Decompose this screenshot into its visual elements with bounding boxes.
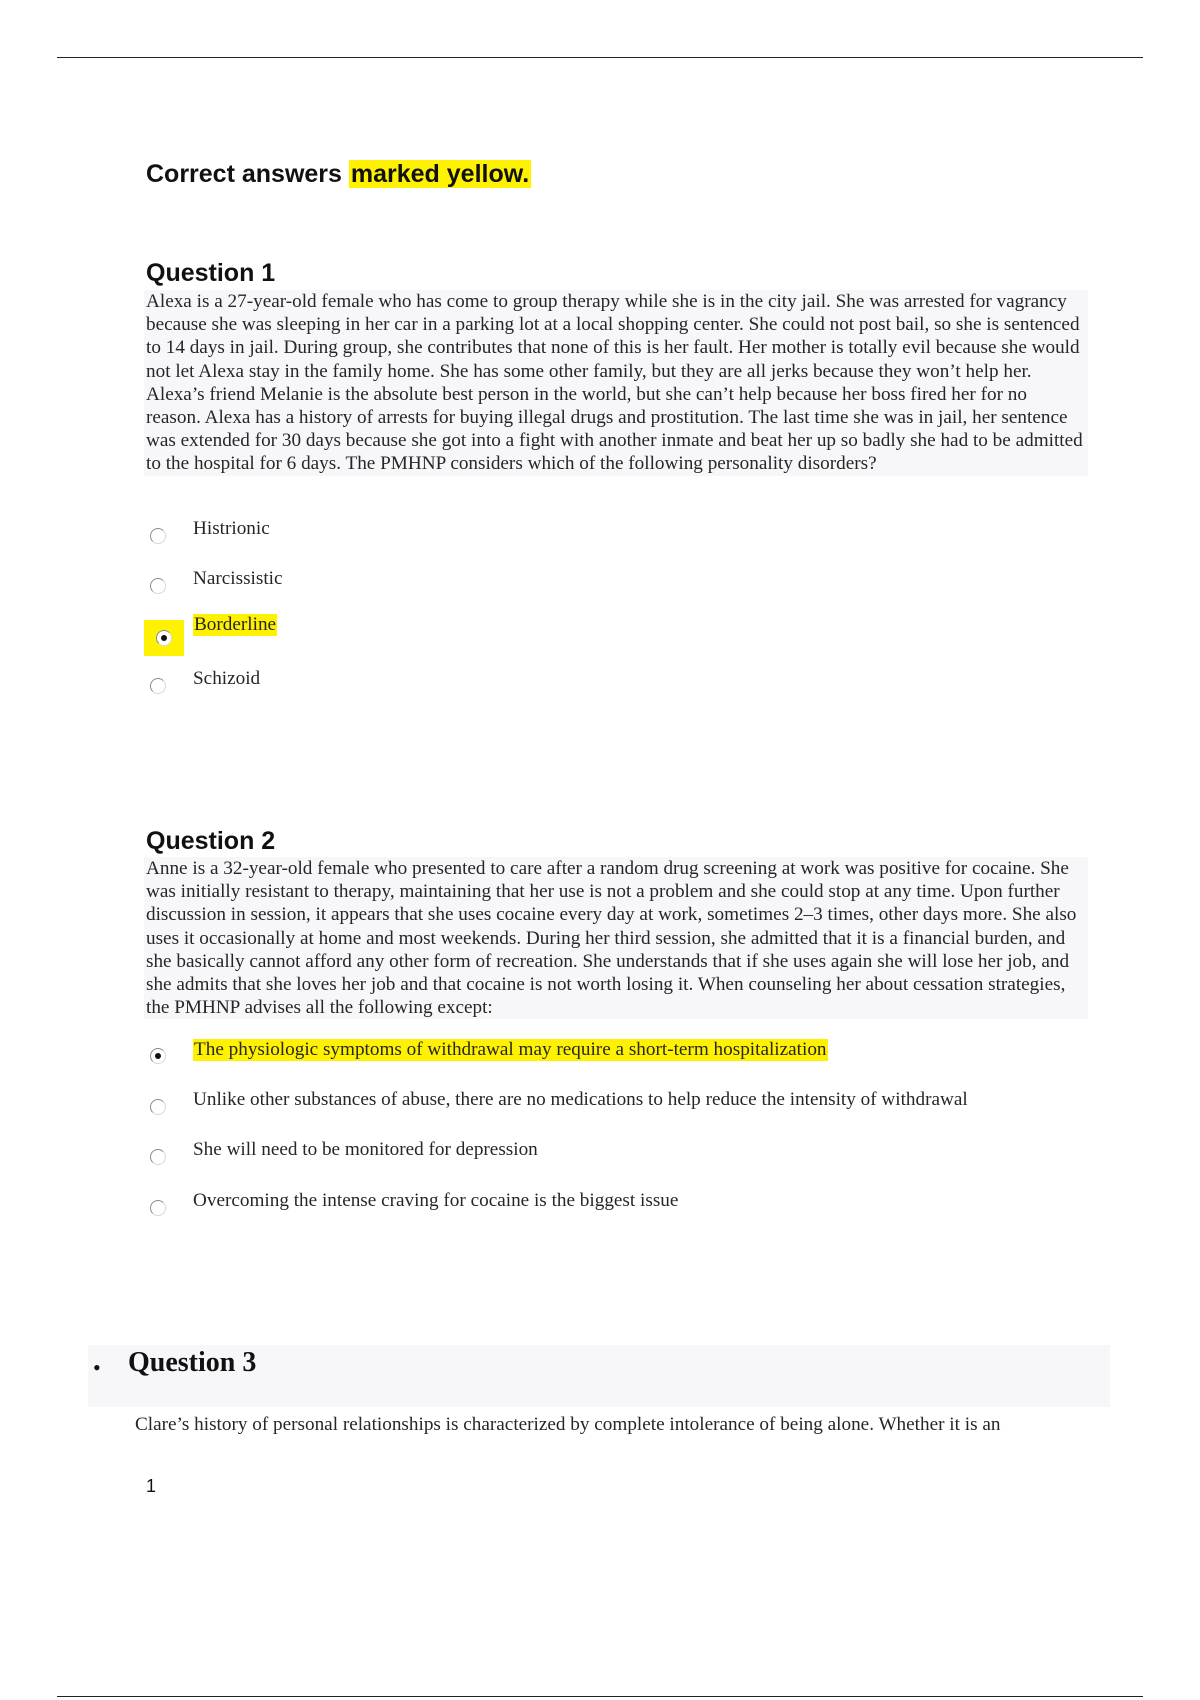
question-2-options (146, 1030, 1086, 1232)
question-1-options (146, 510, 1086, 710)
question-1-option-a[interactable] (146, 510, 1086, 560)
question-3-title: Question 3 (128, 1347, 257, 1378)
radio-dot-icon (155, 1053, 161, 1059)
option-label: She will need to be monitored for depression (193, 1139, 538, 1160)
question-1-text: Alexa is a 27-year-old female who has come to group therapy while she is in the city jail. She was arrested for vagrancy because she was sleeping in her car in a parking lot at a local shopping center. She could not post bail, so she is sentenced to 14 days in jail. During group, she contributes that none of this is her fault. Her mother is totally evil because she would not let Alexa stay in the family home. She has some other family, but they are all jerks because they won’t help her. Alexa’s friend Melanie is the absolute best person in the world, but she can’t help because her boss fired her for no reason. Alexa has a history of arrests for buying illegal drugs and prostitution. The last time she was in jail, her sentence was extended for 30 days because she got into a fight with another inmate and beat her up so badly she had to be admitted to the hospital for 6 days. The PMHNP considers which of the following personality disorders? (144, 290, 1088, 476)
question-1-title: Question 1 (146, 259, 276, 287)
radio-button[interactable] (146, 1196, 170, 1220)
option-label-correct: The physiologic symptoms of withdrawal may require a short-term hospitalization (194, 1039, 827, 1060)
radio-unselected-icon (150, 678, 166, 694)
radio-button[interactable] (146, 674, 170, 698)
radio-button[interactable] (146, 524, 170, 548)
radio-unselected-icon (150, 528, 166, 544)
question-2-option-b[interactable] (146, 1081, 1086, 1132)
bottom-rule (57, 1696, 1143, 1697)
option-label: Narcissistic (193, 568, 283, 589)
question-2-option-d[interactable] (146, 1182, 1086, 1233)
radio-unselected-icon (150, 1099, 166, 1115)
page-heading (146, 160, 531, 189)
radio-dot-icon (161, 635, 167, 641)
radio-selected-icon (150, 1048, 166, 1064)
radio-button[interactable] (146, 1145, 170, 1169)
option-label: Schizoid (193, 668, 261, 689)
question-2-text: Anne is a 32-year-old female who presented to care after a random drug screening at work was positive for cocaine. She was initially resistant to therapy, maintaining that her use is not a problem and she could stop at any time. Upon further discussion in session, it appears that she uses cocaine every day at work, sometimes 2–3 times, other days more. She also uses it occasionally at home and most weekends. During her third session, she admitted that it is a financial burden, and she basically cannot afford any other form of recreation. She understands that if she uses again she will lose her job, and she admits that she loves her job and that cocaine is not worth losing it. When counseling her about cessation strategies, the PMHNP advises all the following except: (144, 857, 1088, 1019)
page-number: 1 (146, 1476, 157, 1496)
top-rule (57, 57, 1143, 58)
radio-button-selected[interactable] (144, 620, 184, 656)
radio-button[interactable] (146, 574, 170, 598)
radio-button-selected[interactable] (146, 1044, 170, 1068)
question-2-option-a[interactable] (146, 1030, 1086, 1081)
radio-unselected-icon (150, 1149, 166, 1165)
question-1-option-d[interactable] (146, 660, 1086, 710)
radio-unselected-icon (150, 1200, 166, 1216)
heading-prefix: Correct answers (146, 160, 349, 188)
question-1-option-b[interactable] (146, 560, 1086, 610)
question-2-title: Question 2 (146, 827, 276, 855)
bullet-icon: • (93, 1355, 101, 1380)
question-3-text: Clare’s history of personal relationships is characterized by complete intolerance of being alone. Whether it is an (135, 1414, 1001, 1435)
heading-highlight: marked yellow. (350, 160, 530, 188)
question-2-option-c[interactable] (146, 1131, 1086, 1182)
radio-selected-icon (156, 630, 172, 646)
radio-button[interactable] (146, 1095, 170, 1119)
option-label: Overcoming the intense craving for cocaine is the biggest issue (193, 1189, 679, 1211)
option-label: Histrionic (193, 518, 270, 539)
radio-unselected-icon (150, 578, 166, 594)
option-label-correct: Borderline (194, 614, 277, 635)
question-1-option-c[interactable] (146, 610, 1086, 660)
option-label: Unlike other substances of abuse, there are no medications to help reduce the intensity of withdrawal (193, 1088, 968, 1110)
